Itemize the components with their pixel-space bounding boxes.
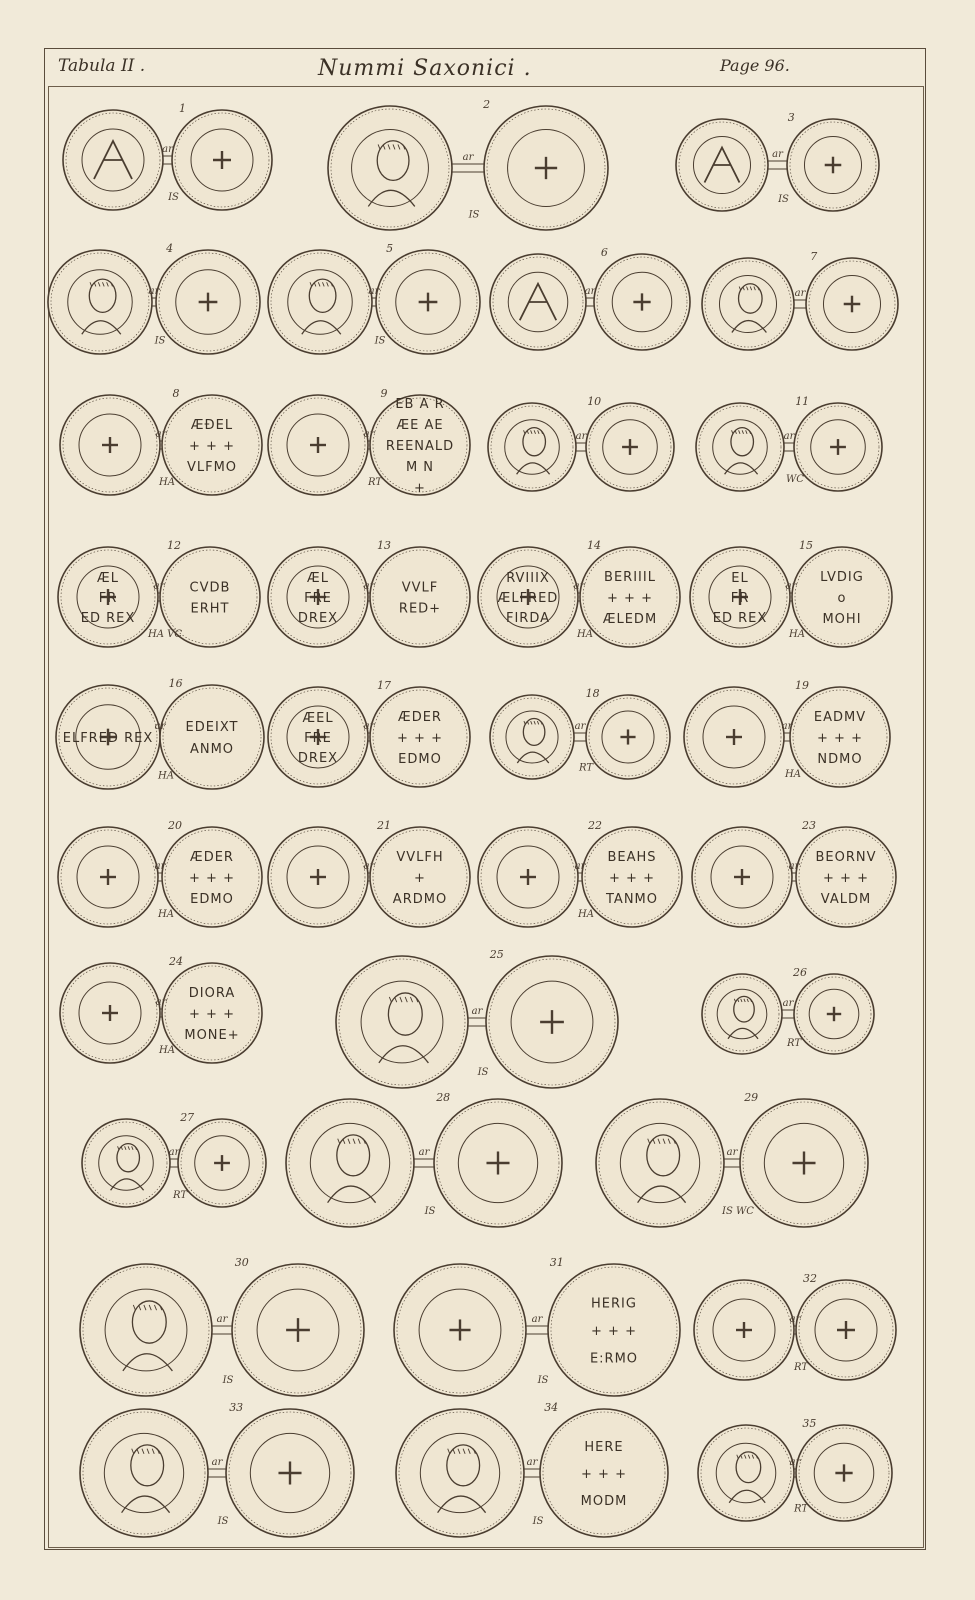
ar-label: ar [155, 429, 167, 440]
reverse-legend-line: + + + [397, 731, 443, 746]
coin-obverse [696, 403, 784, 491]
ar-label: ar [363, 581, 375, 592]
collector-mark: HA [789, 629, 805, 640]
coin-obverse [328, 106, 452, 230]
coin-number: 30 [234, 1256, 249, 1269]
coin-rim [698, 1425, 794, 1521]
coin-reverse [796, 1425, 892, 1521]
coin-pair-9 [268, 387, 470, 496]
obverse-legend-line: DREX [297, 611, 339, 626]
reverse-legend-line: + [414, 481, 426, 496]
coin-number: 27 [180, 1111, 195, 1124]
obverse-legend-line: ÆLFRED [497, 591, 559, 606]
coin-number: 20 [168, 819, 182, 832]
coin-pair-12 [58, 539, 260, 647]
reverse-legend-line: o [837, 591, 847, 606]
reverse-legend-line: EDMO [398, 752, 442, 767]
collector-mark: RT [172, 1190, 188, 1202]
reverse-legend-line: ÆDER [190, 850, 234, 865]
coin-reverse [370, 395, 470, 496]
coin-reverse [434, 1099, 562, 1227]
ar-label: ar [783, 431, 795, 442]
coin-number: 5 [386, 242, 394, 255]
coin-rim [396, 1409, 524, 1537]
coin-pair-19 [684, 679, 890, 787]
reverse-legend-line: REENALD [385, 439, 455, 454]
reverse-legend-line: LVDIG [820, 570, 864, 585]
ar-label: ar [363, 721, 375, 732]
coin-reverse [548, 1264, 680, 1396]
collector-mark: IS [217, 1516, 229, 1528]
reverse-legend-line: TANMO [606, 892, 658, 907]
coin-obverse [82, 1119, 170, 1207]
ar-label: ar [573, 581, 585, 592]
coin-obverse [676, 119, 768, 211]
coin-obverse [58, 827, 158, 927]
coin-number: 19 [795, 679, 809, 692]
obverse-legend-line: ÆL [307, 571, 329, 586]
collector-mark: HA [159, 477, 175, 488]
ar-label: ar [785, 581, 797, 592]
coin-number: 28 [436, 1091, 451, 1104]
coin-number: 2 [483, 98, 491, 111]
coin-rim [370, 547, 470, 647]
reverse-legend-line: MODM [580, 1493, 628, 1509]
collector-mark: IS [532, 1516, 544, 1528]
coin-obverse [63, 110, 163, 210]
coin-pair-23 [692, 819, 896, 927]
coin-pair-35 [698, 1417, 892, 1521]
coin-obverse [488, 403, 576, 491]
reverse-legend-line: M N [405, 460, 435, 475]
ar-label: ar [211, 1457, 223, 1468]
collector-mark: IS [537, 1374, 549, 1386]
coin-obverse [268, 687, 368, 787]
coin-number: 22 [588, 819, 602, 832]
obverse-legend-line: ÆL [97, 571, 119, 586]
coin-number: 16 [168, 677, 183, 690]
collector-mark: RT [793, 1503, 809, 1515]
reverse-legend-line: HERIG [591, 1296, 637, 1312]
obverse-legend-line: ELFRED REX [62, 731, 154, 746]
obverse-legend-line: FR [730, 591, 750, 606]
coin-pair-24 [60, 955, 262, 1063]
coin-rim [82, 1119, 170, 1207]
coin-rim [328, 106, 452, 230]
ar-label: ar [462, 152, 474, 163]
plate-label: Tabula II . [58, 56, 146, 76]
coin-reverse [582, 827, 682, 927]
coin-obverse [596, 1099, 724, 1227]
coin-rim [336, 956, 468, 1088]
coin-rim [268, 250, 372, 354]
reverse-legend-line: + [414, 871, 426, 886]
reverse-legend-line: + + + [823, 871, 869, 886]
obverse-legend-line: ÆEL [302, 711, 334, 726]
collector-mark: IS [424, 1206, 436, 1218]
coin-reverse [162, 827, 262, 927]
collector-mark: HA [785, 769, 801, 780]
coin-pair-29 [596, 1091, 868, 1227]
coin-obverse [490, 254, 586, 350]
coin-pair-8 [60, 387, 262, 495]
coin-obverse [702, 974, 782, 1054]
reverse-legend-line: ÆÐEL [190, 418, 234, 433]
coin-reverse [370, 827, 470, 927]
coin-reverse [160, 685, 264, 789]
coin-reverse [594, 254, 690, 350]
collector-mark: HA [158, 770, 174, 782]
collector-mark: IS [374, 335, 386, 347]
reverse-legend-line: VVLF [401, 580, 439, 596]
ar-label: ar [526, 1457, 538, 1468]
coin-pair-31 [394, 1256, 680, 1396]
coin-number: 18 [585, 687, 600, 700]
coin-obverse [268, 250, 372, 354]
coin-reverse [794, 403, 882, 491]
reverse-legend-line: EB A R [395, 397, 445, 412]
reverse-legend-line: E:RMO [589, 1351, 639, 1367]
reverse-legend-line: ÆDER [398, 710, 442, 725]
coin-reverse [806, 258, 898, 350]
coin-reverse [792, 547, 892, 647]
coin-obverse [80, 1264, 212, 1396]
collector-mark: IS [468, 209, 480, 221]
coin-number: 9 [380, 387, 388, 400]
coin-pair-22 [478, 819, 682, 927]
coin-pair-4 [48, 242, 260, 354]
collector-mark: IS [222, 1374, 234, 1386]
coin-obverse [80, 1409, 208, 1537]
obverse-legend-line: EL [731, 571, 749, 586]
reverse-legend-line: VVLFH [396, 850, 444, 865]
reverse-legend-line: + + + [591, 1324, 637, 1339]
reverse-legend-line: MONE+ [184, 1028, 240, 1043]
coin-number: 14 [587, 539, 601, 552]
coin-obverse [48, 250, 152, 354]
coin-pair-5 [268, 242, 480, 354]
coin-rim [702, 258, 794, 350]
reverse-legend-line: CVDB [189, 580, 231, 596]
ar-label: ar [772, 149, 783, 160]
coin-pair-2 [328, 98, 608, 230]
coin-reverse [586, 403, 674, 491]
coin-number: 24 [169, 955, 183, 968]
ar-label: ar [788, 861, 800, 872]
coin-number: 4 [166, 242, 174, 255]
coin-obverse [694, 1280, 794, 1380]
coin-number: 34 [544, 1401, 559, 1414]
coin-pair-14 [478, 539, 680, 647]
coin-reverse [486, 956, 618, 1088]
collector-mark: HA [158, 909, 174, 920]
ar-label: ar [726, 1147, 738, 1158]
coin-reverse [586, 695, 670, 779]
coin-reverse [370, 687, 470, 787]
ar-label: ar [418, 1147, 430, 1158]
coin-number: 35 [802, 1417, 817, 1430]
coin-pair-34 [396, 1401, 668, 1537]
coin-pair-26 [702, 966, 874, 1054]
coin-reverse [172, 110, 272, 210]
coin-pair-11 [696, 395, 882, 491]
obverse-legend-line: FRE [304, 731, 332, 746]
coin-number: 6 [600, 246, 608, 259]
reverse-legend-line: ÆE AE [396, 418, 444, 433]
coin-reverse [232, 1264, 364, 1396]
collector-mark: IS [154, 335, 166, 347]
collector-mark: IS [477, 1066, 489, 1078]
collector-mark: RT [786, 1038, 802, 1049]
coin-reverse [376, 250, 480, 354]
reverse-legend-line: + + + [817, 731, 863, 746]
reverse-legend-line: RED+ [398, 601, 442, 617]
coin-pair-27 [82, 1111, 266, 1207]
coin-number: 11 [795, 395, 810, 408]
ar-label: ar [575, 431, 587, 442]
coin-rim [490, 695, 574, 779]
coin-obverse [478, 827, 578, 927]
obverse-legend-line: FIRDA [505, 611, 551, 626]
coin-reverse [484, 106, 608, 230]
coin-obverse [58, 547, 158, 647]
reverse-legend-line: + + + [189, 871, 235, 886]
reverse-legend-line: HERE [584, 1440, 624, 1456]
ar-label: ar [789, 1314, 801, 1325]
coin-number: 3 [787, 111, 795, 124]
reverse-legend-line: ANMO [189, 741, 235, 757]
page-number: Page 96. [720, 56, 790, 75]
coin-obverse [60, 395, 160, 495]
reverse-legend-line: BEAHS [607, 850, 657, 865]
ar-label: ar [584, 286, 596, 297]
obverse-legend-line: ED REX [712, 611, 768, 626]
coin-number: 8 [172, 387, 180, 400]
coin-reverse [162, 395, 262, 495]
coin-pair-17 [268, 679, 470, 787]
coin-number: 10 [587, 395, 602, 408]
coin-reverse [156, 250, 260, 354]
coin-obverse [268, 547, 368, 647]
coin-obverse [60, 963, 160, 1063]
coin-rim [488, 403, 576, 491]
coin-obverse [336, 956, 468, 1088]
obverse-legend-line: ED REX [80, 611, 136, 626]
coin-reverse [796, 1280, 896, 1380]
coin-obverse [286, 1099, 414, 1227]
coin-pair-13 [268, 539, 470, 647]
coin-number: 7 [810, 250, 818, 263]
coin-obverse [268, 395, 368, 495]
obverse-legend-line: FR [98, 591, 118, 606]
collector-mark: IS [778, 193, 789, 205]
reverse-legend-line: NDMO [817, 752, 863, 767]
ar-label: ar [471, 1006, 483, 1017]
collector-mark: RT [578, 762, 594, 774]
coin-number: 26 [793, 966, 807, 979]
coin-reverse [226, 1409, 354, 1537]
coin-reverse [794, 974, 874, 1054]
coin-number: 21 [377, 819, 391, 832]
coin-obverse [702, 258, 794, 350]
coin-obverse [684, 687, 784, 787]
coin-number: 29 [744, 1091, 759, 1104]
coin-rim [286, 1099, 414, 1227]
ar-label: ar [363, 861, 375, 872]
coin-pair-10 [488, 395, 674, 491]
coin-reverse [178, 1119, 266, 1207]
coin-reverse [162, 963, 262, 1063]
coin-obverse [478, 547, 578, 647]
reverse-legend-line: + + + [607, 591, 653, 606]
collector-mark: IS [168, 192, 179, 203]
coin-pair-30 [80, 1256, 364, 1396]
reverse-legend-line: VALDM [820, 892, 872, 907]
coin-reverse [740, 1099, 868, 1227]
reverse-legend-line: + + + [609, 871, 655, 886]
collector-mark: IS WC [722, 1206, 754, 1218]
coin-obverse [56, 685, 160, 789]
coin-pair-28 [286, 1091, 562, 1227]
reverse-legend-line: EDMO [190, 892, 234, 907]
coin-pair-16 [56, 677, 264, 789]
ar-label: ar [168, 1147, 180, 1158]
coin-reverse [790, 687, 890, 787]
reverse-legend-line: MOHI [822, 612, 862, 627]
obverse-legend-line: RVIIIX [506, 571, 550, 586]
coin-obverse [268, 827, 368, 927]
coin-reverse [796, 827, 896, 927]
collector-mark: HA VC [148, 629, 182, 640]
coin-number: 17 [377, 679, 391, 692]
coin-obverse [690, 547, 790, 647]
ar-label: ar [781, 721, 793, 732]
coin-rim [160, 685, 264, 789]
coin-pair-32 [694, 1272, 896, 1380]
reverse-legend-line: ARDMO [392, 892, 448, 907]
plate-title: Nummi Saxonici . [318, 56, 532, 81]
coin-rim [80, 1409, 208, 1537]
coin-number: 33 [229, 1401, 244, 1414]
coin-obverse [394, 1264, 526, 1396]
collector-mark: RT [367, 477, 383, 488]
reverse-legend-line: + + + [581, 1467, 627, 1482]
ar-label: ar [154, 721, 166, 732]
ar-label: ar [363, 429, 375, 440]
ar-label: ar [368, 286, 380, 297]
ar-label: ar [162, 144, 173, 155]
coin-rim [696, 403, 784, 491]
coin-rim [80, 1264, 212, 1396]
coin-pair-18 [490, 687, 670, 779]
ar-label: ar [574, 721, 586, 732]
ar-label: ar [531, 1314, 543, 1325]
coin-reverse [540, 1409, 668, 1537]
reverse-legend-line: + + + [189, 1007, 235, 1022]
coin-pair-1 [63, 102, 272, 210]
coin-pair-15 [690, 539, 892, 647]
reverse-legend-line: ÆLEDM [602, 612, 658, 627]
ar-label: ar [574, 861, 586, 872]
collector-mark: HA [577, 629, 593, 640]
reverse-legend-line: BERIIIL [604, 570, 656, 585]
reverse-legend-line: + + + [189, 439, 235, 454]
reverse-legend-line: DIORA [188, 986, 236, 1001]
coin-pair-3 [676, 111, 879, 211]
coin-rim [48, 250, 152, 354]
collector-mark: HA [578, 909, 594, 920]
reverse-legend-line: EDEIXT [185, 720, 239, 736]
reverse-legend-line: VLFMO [186, 460, 238, 475]
ar-label: ar [216, 1314, 228, 1325]
ar-label: ar [148, 286, 160, 297]
reverse-legend-line: ERHT [190, 601, 230, 617]
ar-label: ar [155, 997, 167, 1008]
coin-number: 12 [167, 539, 181, 552]
coin-pair-25 [336, 948, 618, 1088]
coin-number: 15 [799, 539, 813, 552]
collector-mark: WC [786, 474, 804, 486]
coin-number: 31 [549, 1256, 564, 1269]
coin-pair-20 [58, 819, 262, 927]
obverse-legend-line: FRE [304, 591, 332, 606]
coin-pair-21 [268, 819, 470, 927]
coin-reverse [580, 547, 680, 647]
coin-number: 13 [377, 539, 391, 552]
coin-obverse [698, 1425, 794, 1521]
ar-label: ar [782, 998, 794, 1009]
coin-pair-33 [80, 1401, 354, 1537]
reverse-legend-line: BEORNV [815, 850, 877, 865]
coin-rim [702, 974, 782, 1054]
coin-number: 23 [802, 819, 816, 832]
collector-mark: HA [159, 1045, 175, 1056]
coin-number: 1 [179, 102, 186, 115]
ar-label: ar [794, 288, 806, 299]
coin-obverse [692, 827, 792, 927]
ar-label: ar [154, 861, 166, 872]
collector-mark: RT [793, 1362, 809, 1373]
coin-reverse [370, 547, 470, 647]
ar-label: ar [153, 581, 165, 592]
coin-number: 32 [803, 1272, 817, 1285]
coin-pair-7 [702, 250, 898, 350]
coin-reverse [787, 119, 879, 211]
coin-rim [596, 1099, 724, 1227]
coin-number: 25 [489, 948, 504, 961]
ar-label: ar [789, 1457, 801, 1468]
obverse-legend-line: DREX [297, 751, 339, 766]
reverse-legend-line: EADMV [813, 710, 867, 725]
coin-obverse [396, 1409, 524, 1537]
coin-pair-6 [490, 246, 690, 350]
coin-obverse [490, 695, 574, 779]
